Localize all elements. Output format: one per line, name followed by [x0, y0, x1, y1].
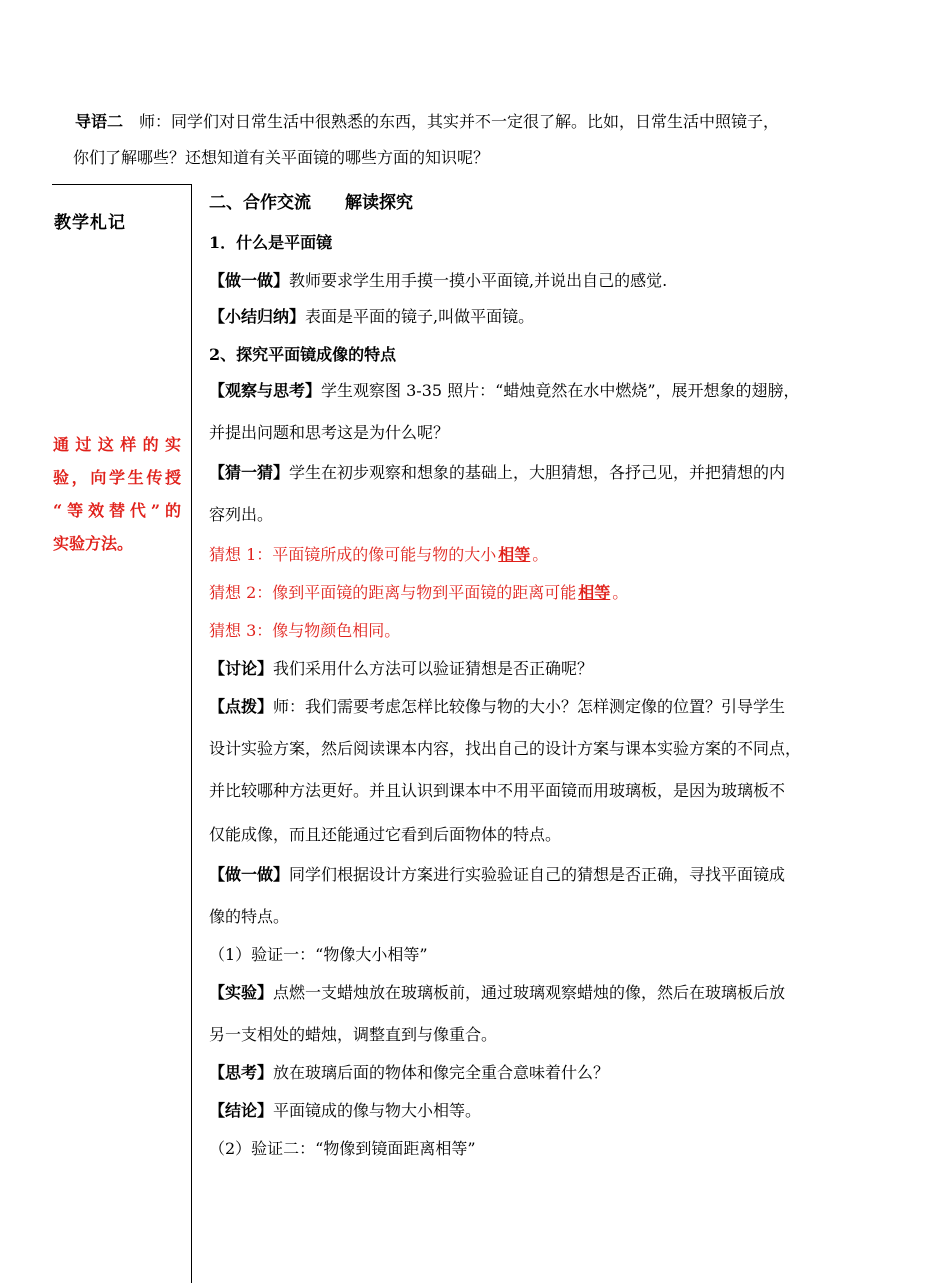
tag-summary: 【小结归纳】 [209, 307, 306, 326]
tag-hint: 【点拨】 [209, 697, 274, 716]
experiment-line-1 [209, 980, 785, 1003]
do-2-text-1: 同学们根据设计方案进行实验验证自己的猜想是否正确，寻找平面镜成 [289, 865, 786, 884]
discussion [209, 656, 593, 679]
tag-discussion: 【讨论】 [209, 659, 274, 678]
question-1-heading: 1．什么是平面镜 [209, 233, 333, 252]
sidebar-title: 教学札记 [54, 213, 126, 233]
do-activity-1 [209, 268, 667, 291]
tag-do-2: 【做一做】 [209, 865, 290, 884]
guess-line-2: 容列出。 [209, 505, 274, 524]
hypothesis-1-end: 。 [532, 545, 549, 564]
intro-text-1: 师：同学们对日常生活中很熟悉的东西，其实并不一定很了解。比如，日常生活中照镜子， [139, 112, 780, 131]
summary-text: 表面是平面的镜子,叫做平面镜。 [305, 307, 535, 326]
guess-line-1 [209, 460, 785, 483]
question-2-heading: 2、探究平面镜成像的特点 [209, 345, 397, 364]
hint-text-1: 师：我们需要考虑怎样比较像与物的大小？怎样测定像的位置？引导学生 [273, 697, 786, 716]
think [209, 1060, 609, 1083]
hypothesis-3: 猜想 3：像与物颜色相同。 [209, 621, 401, 640]
summary [209, 304, 534, 327]
tag-think: 【思考】 [209, 1063, 274, 1082]
hint-line-3: 并比较哪种方法更好。并且认识到课本中不用平面镜而用玻璃板，是因为玻璃板不 [209, 781, 786, 800]
discussion-text: 我们采用什么方法可以验证猜想是否正确呢？ [273, 659, 594, 678]
guess-text-1: 学生在初步观察和想象的基础上，大胆猜想，各抒己见，并把猜想的内 [289, 463, 786, 482]
hint-line-4: 仅能成像，而且还能通过它看到后面物体的特点。 [209, 825, 562, 844]
hypothesis-1-blank: 相等 [498, 545, 531, 564]
observe-line-2: 并提出问题和思考这是为什么呢？ [209, 423, 450, 442]
sidebar-note-line-1: 通 过 这 样 的 实 [53, 435, 181, 454]
column-divider [191, 184, 192, 1283]
observe-line-1 [209, 378, 800, 401]
observe-text-1: 学生观察图 3-35 照片：“蜡烛竟然在水中燃烧”，展开想象的翅膀， [321, 381, 800, 400]
hypothesis-2-text: 猜想 2：像到平面镜的距离与物到平面镜的距离可能 [209, 583, 577, 602]
conclusion-text: 平面镜成的像与物大小相等。 [273, 1101, 482, 1120]
intro-paragraph [75, 104, 875, 176]
verify-2: （2）验证二：“物像到镜面距离相等” [209, 1139, 476, 1158]
intro-line-2: 你们了解哪些？还想知道有关平面镜的哪些方面的知识呢？ [73, 148, 490, 167]
tag-experiment: 【实验】 [209, 983, 274, 1002]
think-text: 放在玻璃后面的物体和像完全重合意味着什么？ [273, 1063, 610, 1082]
hypothesis-2-end: 。 [612, 583, 629, 602]
do-activity-2-line-2: 像的特点。 [209, 907, 290, 926]
sidebar-note-line-4: 实验方法。 [53, 534, 134, 553]
hint-line-2: 设计实验方案，然后阅读课本内容，找出自己的设计方案与课本实验方案的不同点， [209, 739, 802, 758]
conclusion [209, 1098, 481, 1121]
experiment-text-1: 点燃一支蜡烛放在玻璃板前，通过玻璃观察蜡烛的像，然后在玻璃板后放 [273, 983, 786, 1002]
verify-1: （1）验证一：“物像大小相等” [209, 945, 428, 964]
sidebar-note [53, 428, 181, 560]
do-activity-2-line-1 [209, 862, 785, 885]
tag-observe: 【观察与思考】 [209, 381, 322, 400]
intro-line-1 [75, 104, 875, 140]
sidebar-note-line-3: “等效替代”的 [53, 501, 181, 520]
do-1-text: 教师要求学生用手摸一摸小平面镜,并说出自己的感觉. [289, 271, 668, 290]
intro-label: 导语二 [75, 112, 124, 131]
section-heading: 二、合作交流 解读探究 [209, 193, 413, 213]
tag-do-1: 【做一做】 [209, 271, 290, 290]
sidebar-top-rule [52, 184, 192, 185]
experiment-line-2: 另一支相处的蜡烛，调整直到与像重合。 [209, 1025, 498, 1044]
hypothesis-1-text: 猜想 1：平面镜所成的像可能与物的大小 [209, 545, 497, 564]
tag-guess: 【猜一猜】 [209, 463, 290, 482]
sidebar-note-line-2: 验，向学生传授 [53, 468, 181, 487]
hypothesis-2-blank: 相等 [578, 583, 611, 602]
tag-conclusion: 【结论】 [209, 1101, 274, 1120]
hypothesis-1 [209, 542, 548, 565]
hypothesis-2 [209, 580, 628, 603]
hint-line-1 [209, 694, 785, 717]
